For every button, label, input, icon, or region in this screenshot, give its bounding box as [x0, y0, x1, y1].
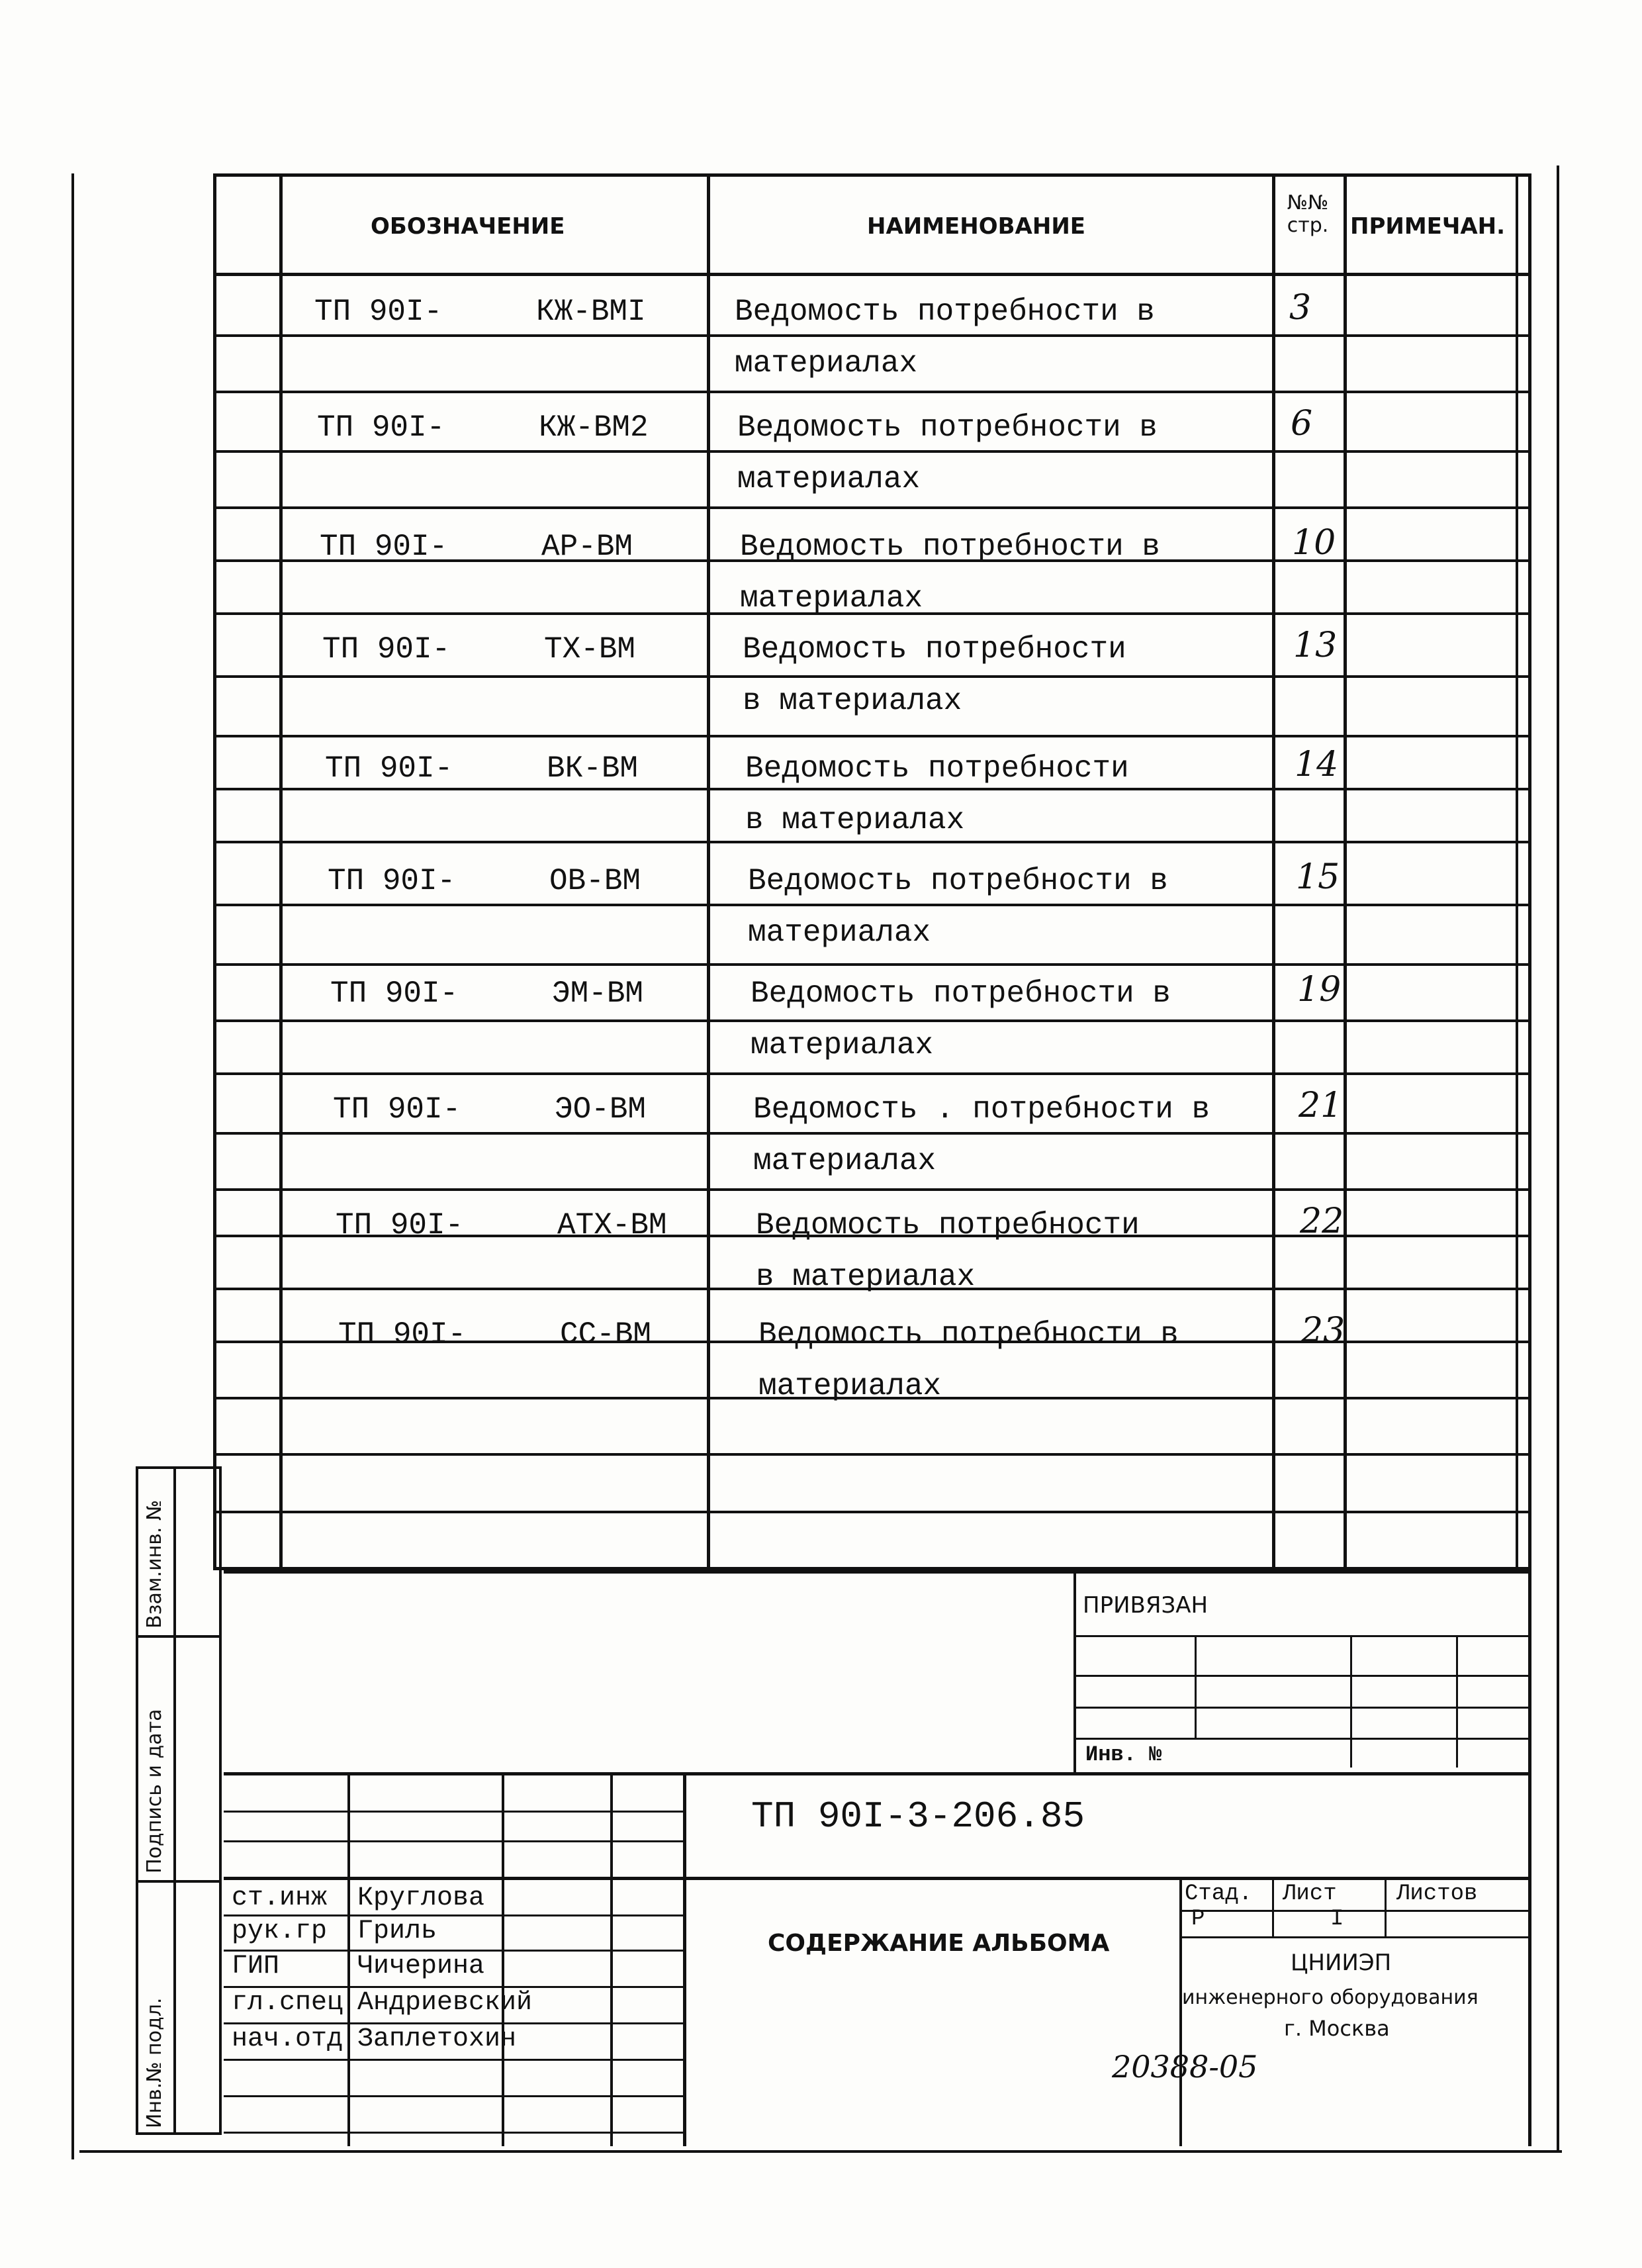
linked-box-left — [1073, 1570, 1076, 1772]
header-name: НАИМЕНОВАНИЕ — [867, 213, 1086, 240]
row-name-line2: в материалах — [743, 684, 962, 718]
linked-h1 — [1073, 1635, 1531, 1637]
row-sheet: КЖ-ВМ2 — [539, 410, 649, 445]
row-page: 6 — [1291, 404, 1313, 444]
sign-v2 — [502, 1772, 504, 2146]
row-sheet: ВК-ВМ — [547, 751, 639, 786]
sheets-label: Листов — [1396, 1881, 1478, 1907]
row-code: ТП 90I- — [328, 864, 456, 898]
row-code: ТП 90I- — [336, 1208, 464, 1243]
row-code: ТП 90I- — [320, 530, 448, 564]
linked-h3 — [1073, 1707, 1531, 1709]
row-line — [213, 1188, 1531, 1191]
row-name-line1: Ведомость потребности в — [758, 1317, 1179, 1352]
row-sheet: ЭО-ВМ — [555, 1092, 647, 1127]
row-name-line2: в материалах — [745, 803, 965, 837]
side-stamp-h2 — [136, 1880, 222, 1883]
row-name-line2: в материалах — [756, 1260, 976, 1294]
org-line3: г. Москва — [1284, 2016, 1390, 2041]
row-line — [213, 1019, 1531, 1022]
row-name-line1: Ведомость потребности — [743, 632, 1126, 667]
row-sheet: ЭМ-ВМ — [552, 976, 644, 1011]
row-code: ТП 90I- — [338, 1317, 467, 1352]
row-line — [213, 334, 1531, 337]
sign-v4 — [683, 1772, 686, 2146]
stage-v1 — [1272, 1877, 1274, 1936]
row-page: 23 — [1301, 1311, 1346, 1350]
sign-h1 — [224, 1811, 683, 1813]
row-name-line1: Ведомость потребности в — [751, 976, 1171, 1011]
col-line-1 — [279, 173, 283, 1570]
side-label-replace: Взам.инв. № — [143, 1499, 166, 1629]
stage-h1 — [1179, 1910, 1531, 1912]
col-line-5 — [1516, 173, 1518, 1570]
row-page: 22 — [1300, 1202, 1344, 1241]
stamp-h-main — [224, 1772, 1531, 1775]
stage-label: Стад. — [1185, 1881, 1253, 1907]
signer-name: Чичерина — [357, 1952, 485, 1981]
row-name-line2: материалах — [751, 1028, 934, 1063]
row-code: ТП 90I- — [325, 751, 453, 786]
row-page: 3 — [1289, 288, 1312, 328]
sign-h2 — [224, 1840, 683, 1842]
header-separator — [213, 273, 1531, 276]
col-line-2 — [707, 173, 710, 1570]
row-name-line1: Ведомость потребности — [756, 1208, 1140, 1243]
signer-name: Круглова — [357, 1883, 485, 1913]
signer-role: ГИП — [232, 1952, 280, 1981]
doc-code: ТП 90I-3-206.85 — [751, 1795, 1085, 1838]
sign-v1 — [347, 1772, 350, 2146]
header-page: №№ стр. — [1287, 191, 1329, 237]
row-line — [213, 1132, 1531, 1135]
header-designation: ОБОЗНАЧЕНИЕ — [371, 213, 565, 240]
stage-v2 — [1385, 1877, 1387, 1936]
linked-v2 — [1350, 1635, 1352, 1768]
stage-left — [1179, 1877, 1182, 2146]
col-line-4 — [1344, 173, 1347, 1570]
inv-no-label: Инв. № — [1085, 1742, 1162, 1767]
sheet-value: I — [1330, 1907, 1344, 1932]
row-name-line2: материалах — [737, 462, 921, 496]
org-line2: инженерного оборудования — [1182, 1986, 1479, 2009]
row-name-line1: Ведомость потребности в — [737, 410, 1158, 445]
col-line-3 — [1272, 173, 1275, 1570]
signer-name: Заплетохин — [357, 2024, 517, 2054]
row-line — [213, 1072, 1531, 1075]
signer-name: Андриевский — [357, 1988, 533, 2018]
side-stamp-divider — [173, 1466, 176, 2135]
row-line — [213, 450, 1531, 453]
row-page: 21 — [1299, 1086, 1343, 1125]
row-sheet: ОВ-ВМ — [549, 864, 641, 898]
row-page: 13 — [1293, 626, 1338, 665]
signer-role: гл.спец — [232, 1988, 343, 2018]
row-name-line1: Ведомость потребности в — [735, 295, 1155, 329]
header-note: ПРИМЕЧАН. — [1350, 213, 1506, 240]
signer-role: ст.инж — [232, 1883, 328, 1913]
outer-frame-right — [1557, 165, 1559, 2151]
row-sheet: ТХ-ВМ — [544, 632, 636, 667]
row-line — [213, 841, 1531, 843]
signer-role: рук.гр — [232, 1916, 328, 1946]
row-name-line2: материалах — [753, 1144, 936, 1178]
row-sheet: АР-ВМ — [541, 530, 633, 564]
outer-frame-left — [71, 173, 74, 2159]
row-code: ТП 90I- — [314, 295, 443, 329]
row-name-line1: Ведомость . потребности в — [753, 1092, 1210, 1127]
side-stamp-h1 — [136, 1635, 222, 1638]
album-title: СОДЕРЖАНИЕ АЛЬБОМА — [768, 1930, 1110, 1957]
linked-v3 — [1456, 1635, 1458, 1768]
signer-role: нач.отд — [232, 2024, 343, 2054]
stamp-h-sign — [224, 1877, 1531, 1880]
linked-h4 — [1073, 1738, 1531, 1740]
sheet-label: Лист — [1283, 1881, 1337, 1907]
linked-v1 — [1195, 1635, 1197, 1738]
row-code: ТП 90I- — [330, 976, 459, 1011]
org-line1: ЦНИИЭП — [1291, 1950, 1392, 1976]
row-code: ТП 90I- — [333, 1092, 461, 1127]
row-sheet: СС-ВМ — [560, 1317, 652, 1352]
row-sheet: КЖ-ВМI — [536, 295, 646, 329]
row-page: 14 — [1295, 745, 1339, 784]
signer-name: Гриль — [357, 1916, 437, 1946]
row-name-line1: Ведомость потребности в — [748, 864, 1168, 898]
row-line — [213, 1511, 1531, 1513]
row-line — [213, 788, 1531, 790]
row-page: 19 — [1297, 970, 1342, 1010]
row-line — [213, 675, 1531, 678]
linked-h2 — [1073, 1675, 1531, 1677]
row-line — [213, 735, 1531, 737]
side-label-sign: Подпись и дата — [143, 1709, 166, 1873]
row-line — [213, 904, 1531, 906]
row-name-line1: Ведомость потребности — [745, 751, 1129, 786]
linked-label: ПРИВЯЗАН — [1083, 1592, 1209, 1619]
row-name-line2: материалах — [758, 1369, 942, 1403]
row-name-line1: Ведомость потребности в — [740, 530, 1160, 564]
sign-h8 — [224, 2095, 683, 2097]
sign-h7 — [224, 2059, 683, 2061]
row-code: ТП 90I- — [317, 410, 445, 445]
row-line — [213, 963, 1531, 966]
outer-frame-bottom — [79, 2150, 1562, 2153]
footer-number: 20388-05 — [1112, 2049, 1258, 2085]
row-page: 10 — [1292, 523, 1336, 563]
stage-value: Р — [1191, 1907, 1205, 1932]
row-code: ТП 90I- — [322, 632, 451, 667]
row-name-line2: материалах — [748, 916, 931, 950]
row-line — [213, 506, 1531, 509]
row-line — [213, 1453, 1531, 1456]
row-name-line2: материалах — [740, 581, 923, 616]
sign-v3 — [610, 1772, 613, 2146]
row-sheet: АТХ-ВМ — [557, 1208, 667, 1243]
sign-h9 — [224, 2132, 683, 2134]
side-label-inv: Инв.№ подл. — [143, 1997, 166, 2128]
stage-h2 — [1179, 1936, 1531, 1938]
row-name-line2: материалах — [735, 346, 918, 381]
row-line — [213, 391, 1531, 393]
row-page: 15 — [1296, 857, 1340, 897]
